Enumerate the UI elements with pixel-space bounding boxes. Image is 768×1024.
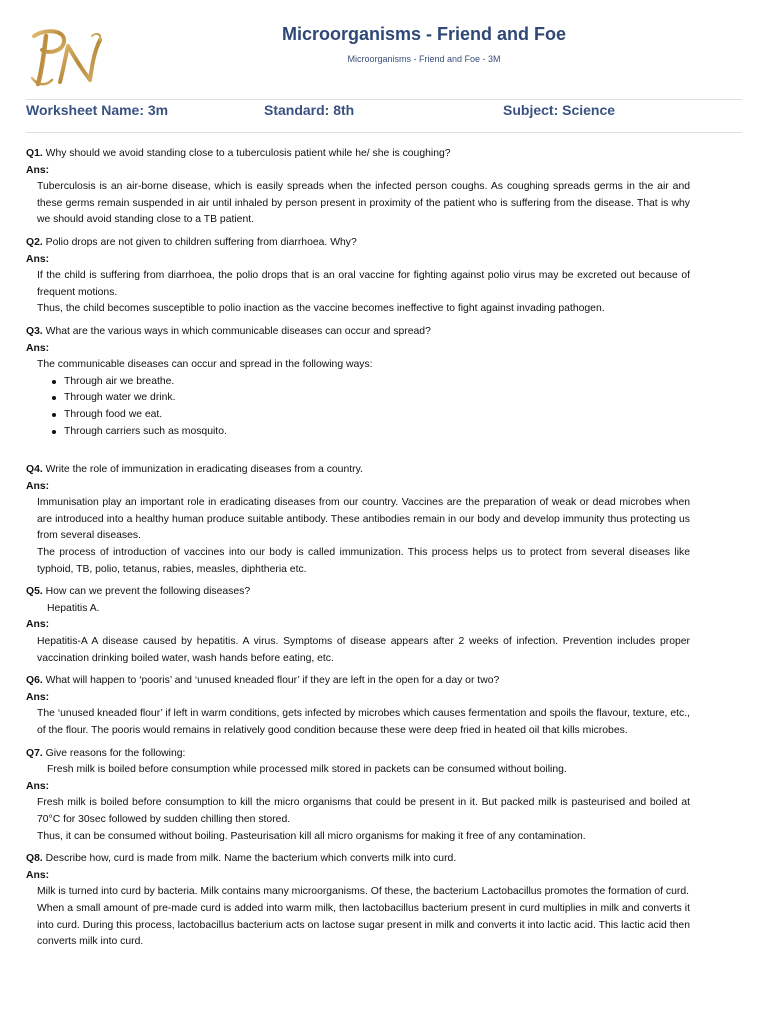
question-label: Q6. [26, 675, 43, 687]
answer-paragraph: Thus, the child becomes susceptible to polio inaction as the vaccine becomes ineffective to fight against invading pathogen. [37, 303, 605, 315]
answer-paragraph: The process of introduction of vaccines into our body is called immunization. This process helps us to protect from several diseases like typhoid, TB, polio, tetanus, rabies, measles, diphtheria etc. [37, 547, 690, 575]
question-text: Why should we avoid standing close to a tuberculosis patient while he/ she is coughing? [45, 148, 451, 159]
answer-paragraph: Milk is turned into curd by bacteria. Milk contains many microorganisms. Of these, the bacterium Lactobacillus promotes the formation of curd. [37, 886, 690, 898]
question-5 [26, 584, 690, 667]
list-item: Through air we breathe. [64, 374, 690, 391]
question-3 [26, 324, 690, 456]
worksheet-name: Worksheet Name: 3m [26, 102, 169, 118]
worksheet-content [26, 146, 690, 951]
question-text: Write the role of immunization in eradicating diseases from a country. [45, 464, 363, 476]
answer-label: Ans: [26, 342, 50, 354]
question-4 [26, 462, 690, 578]
answer-paragraph: The communicable diseases can occur and spread in the following ways: [37, 359, 373, 371]
question-2 [26, 235, 690, 318]
question-text: What are the various ways in which communicable diseases can occur and spread? [45, 325, 431, 337]
standard: Standard: 8th [264, 102, 355, 118]
answer-paragraph: Immunisation play an important role in eradicating diseases from our country. Vaccines are the preparation of weak or dead microbes when are introduced into a healthy human produce suitable antibody. These antibodies remain in our body and develop immunity thus protecting us from several diseases. [37, 497, 690, 542]
answer-label: Ans: [26, 691, 50, 703]
question-text: Give reasons for the following: [45, 747, 186, 759]
answer-paragraph: When a small amount of pre-made curd is added into warm milk, then lactobacillus bacterium present in curd multiplies in milk and converts it into curd. During this process, lactobacillus bacterium acts on lactose sugar present in milk and converts it into lactic acid. This lactic acid then converts milk into curd. [37, 902, 690, 948]
question-label: Q7. [26, 747, 43, 759]
answer-label: Ans: [26, 480, 50, 492]
question-8 [26, 851, 690, 951]
bullet-list [26, 374, 690, 440]
list-item: Through food we eat. [64, 407, 690, 424]
list-item: Through water we drink. [64, 390, 690, 407]
question-label: Q5. [26, 586, 43, 598]
answer-label: Ans: [26, 780, 50, 792]
list-item: Through carriers such as mosquito. [64, 424, 690, 441]
subject: Subject: Science [503, 102, 616, 118]
answer-paragraph: The ‘unused kneaded flour’ if left in warm conditions, gets infected by microbes which causes fermentation and spoils the flavour, texture, etc., of the flour. The pooris would remains in relatively good condition because these were deep fried in heated oil that kills microbes. [37, 708, 690, 736]
answer-paragraph: If the child is suffering from diarrhoea, the polio drops that is an oral vaccine for fighting against polio virus may be excreted out because of frequent motions. [37, 270, 690, 298]
question-label: Q8. [26, 853, 43, 865]
question-7 [26, 746, 690, 846]
question-label: Q1. [26, 148, 43, 159]
question-6 [26, 673, 690, 739]
answer-paragraph: Hepatitis-A A disease caused by hepatitis. A virus. Symptoms of disease appears after 2 weeks of infection. Prevention includes proper vaccination drinking boiled water, wash hands before eating, etc. [37, 636, 690, 664]
divider-bottom [26, 132, 742, 133]
divider-top [26, 99, 742, 100]
question-label: Q4. [26, 464, 43, 476]
question-text: Describe how, curd is made from milk. Name the bacterium which converts milk into curd. [45, 853, 457, 865]
answer-paragraph: Fresh milk is boiled before consumption to kill the micro organisms that could be present in it. But packed milk is pasteurised and boiled at 70°C for 30sec followed by sudden chilling then stored. [37, 797, 690, 825]
answer-paragraph: Tuberculosis is an air-borne disease, which is easily spreads when the infected person coughs. As coughing spreads germs in the air and these germs remain suspended in air until inhaled by person present in proximity of the patient who is suffering from the disease. That is why we should avoid standing close to a TB patient. [37, 181, 690, 226]
answer-label: Ans: [26, 619, 50, 631]
question-1 [26, 146, 690, 229]
question-subitem: Fresh milk is boiled before consumption while processed milk stored in packets can be consumed without boiling. [47, 764, 567, 776]
answer-label: Ans: [26, 164, 50, 176]
question-label: Q2. [26, 236, 43, 248]
answer-paragraph: Thus, it can be consumed without boiling. Pasteurisation kill all micro organisms for making it free of any contamination. [37, 830, 586, 842]
question-subitem: Hepatitis A. [47, 602, 100, 614]
question-text: How can we prevent the following diseases? [45, 586, 251, 598]
page-subtitle: Microorganisms - Friend and Foe - 3M [347, 54, 501, 64]
answer-label: Ans: [26, 253, 50, 265]
page-title: Microorganisms - Friend and Foe [281, 24, 567, 44]
question-label: Q3. [26, 325, 43, 337]
question-text: What will happen to ‘pooris’ and ‘unused kneaded flour’ if they are left in the open for a day or two? [45, 675, 500, 687]
question-text: Polio drops are not given to children suffering from diarrhoea. Why? [45, 236, 357, 248]
answer-label: Ans: [26, 869, 50, 881]
